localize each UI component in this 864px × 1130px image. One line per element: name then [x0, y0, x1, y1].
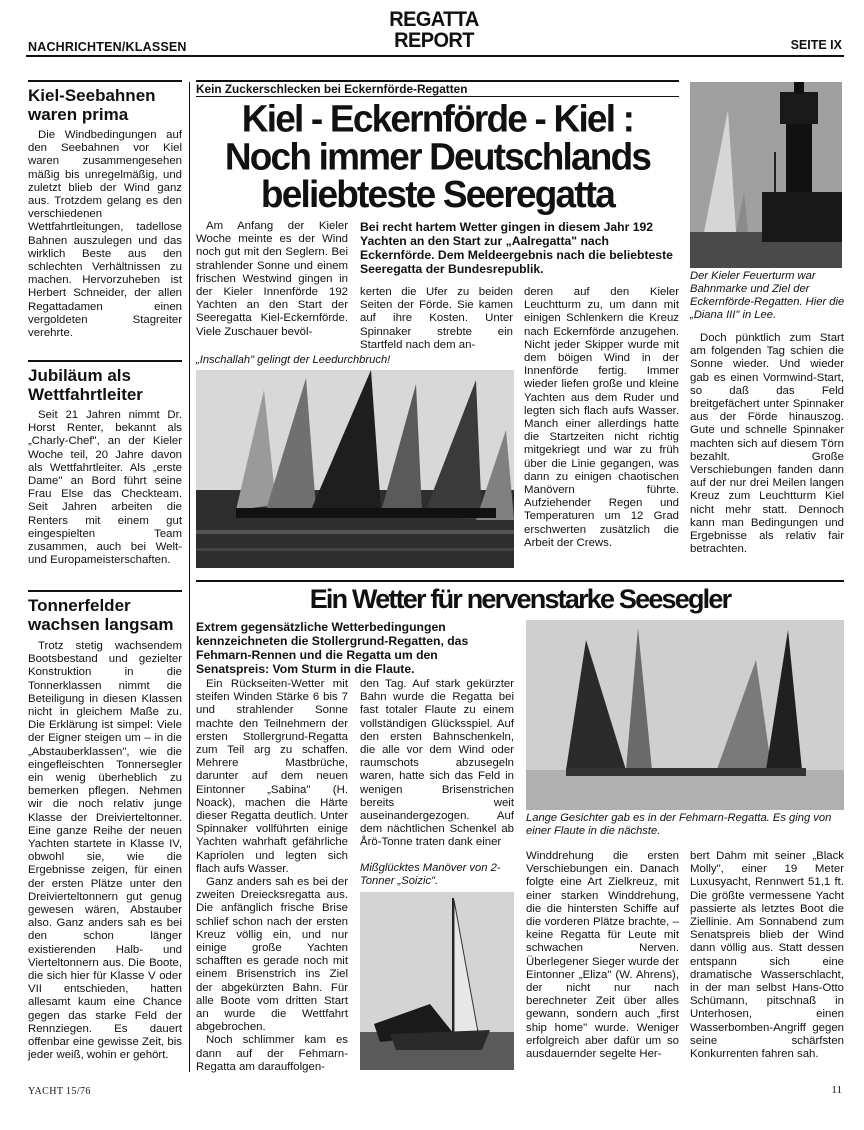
- sidebar-body-c: Trotz stetig wachsendem Bootsbestand und gezielter Konstruktion in die Tonnerklassen nimmt die Beteiligung in diesen Klassen nicht in gleichem Maße zu. Die Erklärung ist simpel: Viele der Eigner steigen um – in die „Abstauberklassen", wie die eingefleischten Tonnersegler ein wenig überheblich zu bemerken pflegen. Nehmen wir die noch relativ junge Klasse der Dreivierteltonner. Eine ganze Reihe der neuen Yachten startete in Klasse IV, obwohl sie, wie die Ergebnisse zeigen, für einen der ersten Plätze unter den Dreivierteltonnern gut genug gewesen wären, Abstauber also. Ganz anders sah es bei den schon länger existierenden Halb- und Vierteltonnern aus. Die Boote, die sich hier für Klasse V oder VII entschieden, hatten allesamt kaum eine Chance gegen das starke Feld der Rennziegen. Es dauert offenbar eine gewisse Zeit, bis jeder weiß, wohin er gehört.: [28, 640, 182, 1062]
- sidebar-article-a: [28, 129, 182, 340]
- photo-soizic: [360, 892, 514, 1070]
- photo-regatta-yachts: [196, 370, 514, 568]
- photo-1-caption: „Inschallah" gelingt der Leedurchbruch!: [196, 354, 391, 366]
- right-column-text: Doch pünktlich zum Start am folgenden Tag schien die Sonne wieder. Und wieder gab es einen Vormwind-Start, so daß das Feld breitgefächert unter Spinnaker aus der Förde hinauszog. Gute und schnelle Spinnaker machten sich auf diesem Törn bezahlt. Große Verschiebungen fanden dann auf der nur drei Meilen langen Kreuz zum Leuchtturm Kiel nicht mehr statt. Dennoch kann man Bedingungen und Ergebnisse als relativ fair betrachten.: [690, 332, 844, 556]
- main-column-3-text: deren auf den Kieler Leuchtturm zu, um dann mit einigen Schlenkern die Kreuz nach Eckernförde anzugehen. Nicht jeder Skipper wurde mit dem böigen Wind in der Innenförde fertig. Immer wieder liefen große und kleine Yachten aus dem Ruder und legten sich flach aufs Wasser. Manch einer allerdings hatte die Startzeiten nicht richtig mitgekriegt und war zu früh über die Linie gegangen, was dann zu einigen chaotischen Manövern führte. Aufziehender Regen und Temperaturen um 12 Grad erschwerten zusätzlich die Arbeit der Crews.: [524, 286, 679, 549]
- regatta-report-logo: [378, 9, 490, 51]
- sidebar-article-c: [28, 640, 182, 1063]
- sidebar-article-b: [28, 409, 182, 567]
- main-column-2-text: kerten die Ufer zu beiden Seiten der Förde. Sie kamen auf ihre Kosten. Unter Spinnaker strebte ein Startfeld nach dem an-: [360, 286, 513, 351]
- main-kicker: Kein Zuckerschlecken bei Eckernförde-Regatten: [196, 82, 468, 96]
- second-column-3: [526, 850, 679, 1061]
- logo-line-2: REPORT: [394, 28, 474, 53]
- sidebar-rule-b: [28, 360, 182, 362]
- second-column-4-text: bert Dahm mit seiner „Black Molly", einer 19 Meter Luxusyacht, Rennwert 51,1 ft. Die größte vermessene Yacht passierte als letztes Boot die Ziellinie. Am Sonnabend zum Senatspreis blieb der Wind dann völlig aus. Statt dessen entspann sich eine dramatische Wasserschlacht, in der man selbst Hans-Otto Schümann, pitschnaß in Unterhosen, einen Wasserbomben-Angriff gegen seine schärfsten Konkurrenten fahren sah.: [690, 850, 844, 1061]
- photo-fehmarn: [526, 620, 844, 810]
- second-column-1: [196, 678, 348, 1074]
- header-rule: [26, 55, 844, 57]
- second-story-rule: [196, 580, 844, 582]
- sidebar-body-a: Die Windbedingungen auf den Seebahnen vor Kiel waren zusammengesehen mäßig bis unregelmäßig, und zuletzt blieb der Wind ganz aus. Trotzdem gelang es den verschiedenen Wettfahrtleitungen, tadellose Bahnen auszulegen und das wirklich Beste aus den schlechten Verhältnissen zu machen. Hervorzuheben ist Herbert Schneider, der allen Regattadamen einen vergoldeten Stagreiter verehrte.: [28, 129, 182, 340]
- logo-line-1: REGATTA: [389, 7, 479, 32]
- second-column-2: [360, 678, 514, 850]
- right-photo-caption: Der Kieler Feuerturm war Bahnmarke und Ziel der Eckernförde-Regatten. Hier die „Diana III" in Lee.: [690, 270, 845, 321]
- column-divider: [189, 82, 190, 1072]
- sidebar-headline-c: Tonnerfelder wachsen langsam: [28, 596, 174, 634]
- sidebar-headline-b: Jubiläum als Wettfahrtleiter: [28, 366, 143, 404]
- main-headline-line-1: Kiel - Eckernförde - Kiel :: [241, 97, 634, 140]
- main-column-2: [360, 286, 513, 352]
- issue-label: YACHT 15/76: [28, 1086, 91, 1097]
- second-column-1-text-b: Ganz anders sah es bei der zweiten Dreiecksregatta aus. Die anfänglich frische Brise schlief schon nach der ersten Kreuz völlig ein, und nur einige große Yachten schafften es gerade noch mit einem Brisenstrich ins Ziel der abgekürzten Bahn. Für alle Boote vom dritten Start an wurde die Wettfahrt abgebrochen.: [196, 876, 348, 1034]
- second-headline: Ein Wetter für nervenstarke Seesegler: [309, 584, 731, 614]
- section-label: NACHRICHTEN/KLASSEN: [28, 40, 187, 54]
- main-headline-line-2: Noch immer Deutschlands: [224, 135, 651, 178]
- kicker-rule: [196, 96, 679, 97]
- second-column-4: [690, 850, 844, 1061]
- main-headline: [196, 97, 679, 216]
- main-column-1-text: Am Anfang der Kieler Woche meinte es der Wind noch gut mit den Seglern. Bei strahlender Sonne und einem frischen Westwind gingen in der Kieler Innenförde 192 Yachten an den Start der Seeregatta Kiel-Eckernförde. Viele Zuschauer bevöl-: [196, 220, 348, 338]
- sidebar-body-b: Seit 21 Jahren nimmt Dr. Horst Renter, bekannt als „Charly-Chef", an der Kieler Woche teil, 20 Jahre davon als Wettfahrtleiter. Als „erste Dame" an Bord führt seine Frau Else das Checkteam. Seit Jahren arbeiten die Renters mit einem gut eingespielten Team zusammen, auch bei Welt- und Europameisterschaften.: [28, 409, 182, 567]
- second-lead: Extrem gegensätzliche Wetterbedingungen kennzeichneten die Stollergrund-Regatten, das Fehmarn-Rennen und die Regatta um den Senatspreis: Vom Sturm in die Flaute.: [196, 620, 469, 676]
- second-column-3-text: Winddrehung die ersten Verschiebungen ein. Danach folgte eine Art Zielkreuz, mit einer starken Winddrehung, die die hintersten Schiffe auf die vorderen Plätze brachte, – keine Regatta für Leute mit schwachen Nerven. Überlegener Sieger wurde der Eintonner „Eliza" (W. Ahrens), der nicht nur nach berechneter Zeit über alles gewann, sondern auch „first ship home" wurde. Weniger erfolgreich aber dafür um so ausdauernder segelte Her-: [526, 850, 679, 1061]
- lighthouse-image: [690, 82, 842, 268]
- main-column-1: [196, 220, 348, 339]
- right-column: [690, 332, 844, 556]
- page-number: 11: [831, 1084, 842, 1096]
- fehmarn-image: [526, 620, 844, 810]
- second-column-1-text-c: Noch schlimmer kam es dann auf der Fehmarn-Regatta am darauffolgen-: [196, 1034, 348, 1073]
- second-column-2-text: den Tag. Auf stark gekürzter Bahn wurde die Regatta bei fast totaler Flaute zu einem vollständigen Glücksspiel. Auf den ersten Bahnschenkeln, die alle vor dem Wind oder raumschots abzusegeln waren, hatte sich das Feld in wenigen Brisenstrichen bereits weit auseinandergezogen. Auf dem nächtlichen Schenkel ab Årö-Tonne traten dank einer: [360, 678, 514, 849]
- photo-2-caption: Lange Gesichter gab es in der Fehmarn-Regatta. Es ging von einer Flaute in die nächste.: [526, 812, 832, 837]
- sidebar-rule-c: [28, 590, 182, 592]
- sidebar-headline-a: Kiel-Seebahnen waren prima: [28, 86, 156, 124]
- page-label: SEITE IX: [790, 38, 842, 52]
- soizic-image: [360, 892, 514, 1070]
- main-column-3: [524, 286, 679, 550]
- second-column-1-text-a: Ein Rückseiten-Wetter mit steifen Winden Stärke 6 bis 7 und strahlender Sonne machte den Teilnehmern der ersten Stollergrund-Regatta zum Teil arg zu schaffen. Mehrere Mastbrüche, darunter auf dem neuen Eintonner „Sabina" (H. Noack), machen die Härte dieser Regatta deutlich. Unter Spinnaker vollführten einige Yachten wahrhaft gefährliche Kapriolen und legten sich flach aufs Wasser.: [196, 678, 348, 875]
- photo-3-caption: Mißglücktes Manöver von 2-Tonner „Soizic".: [360, 862, 501, 887]
- main-headline-line-3: beliebteste Seeregatta: [260, 173, 615, 216]
- regatta-yachts-image: [196, 370, 514, 568]
- photo-lighthouse: [690, 82, 842, 268]
- main-lead: Bei recht hartem Wetter gingen in diesem Jahr 192 Yachten an den Start zur „Aalregatta" nach Eckernförde. Dem Meldeergebnis nach die beliebteste Seeregatta der Bundesrepublik.: [360, 220, 673, 276]
- sidebar-rule-a: [28, 80, 182, 82]
